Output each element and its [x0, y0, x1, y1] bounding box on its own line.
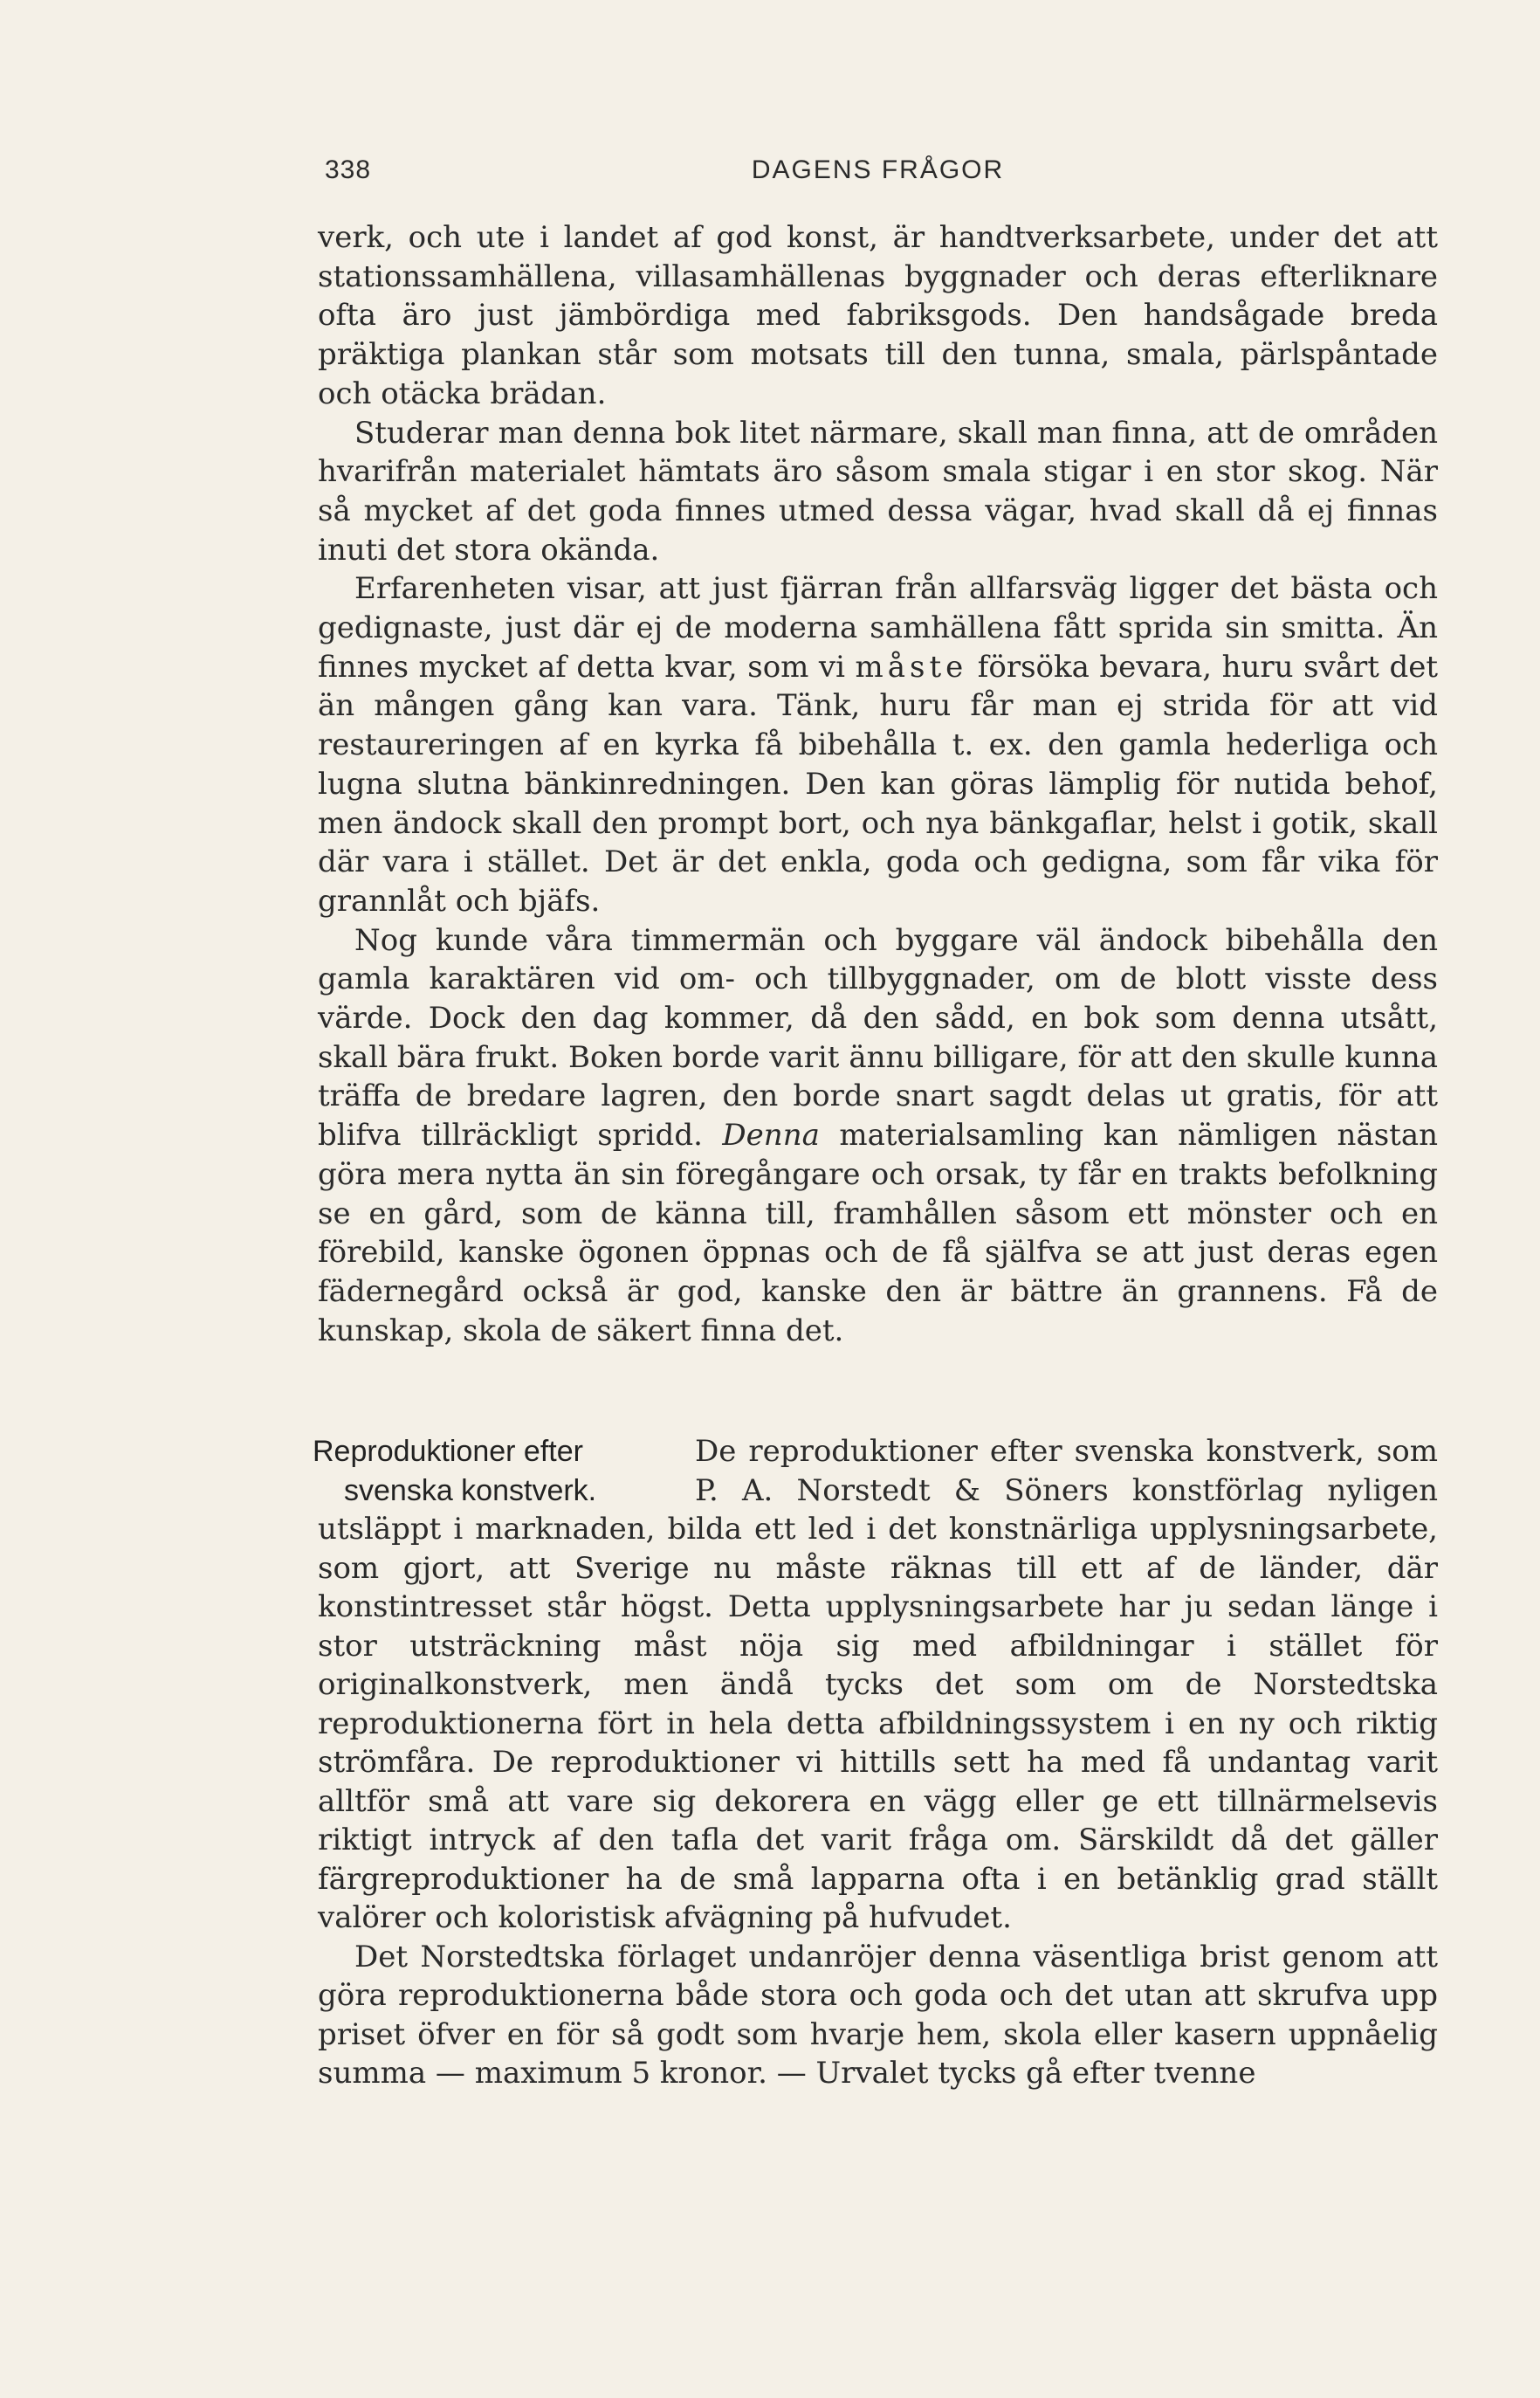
paragraph: Studerar man denna bok litet närmare, skall man finna, att de områden hvarifrån materialet hämtats äro såsom smala stigar i en stor skog. När så mycket af det goda finnes utmed dessa vägar, hvad skall då ej finnas inuti det stora okända. [318, 415, 1438, 568]
paragraph: verk, och ute i landet af god konst, är handtverksarbete, under det att stationssamhällena, villasamhällenas byggnader och deras efterliknare ofta äro just jämbördiga med fabriksgods. Den handsågade breda präktiga plankan står som motsats till den tunna, smala, pärlspåntade och otäcka brädan. [318, 220, 1438, 411]
spaced-emphasis: måste [855, 649, 968, 685]
section-heading-line: svenska konstverk. [344, 1473, 597, 1507]
body-text [318, 218, 1438, 1350]
text-run: materialsamling kan nämligen nästan göra mera nytta än sin föregångare och orsak, ty får en trakts befolkning se en gård, som de känna till, framhållen såsom ett mönster och en förebild, kanske ögonen öppnas och de få själfva se att just deras egen fädernegård också är god, kanske den är bättre än grannens. Få de kunskap, skola de säkert finna det. [318, 1118, 1439, 1348]
running-head-title: DAGENS FRÅGOR [751, 155, 1005, 184]
paragraph: De reproduktioner efter svenska konstverk, som P. A. Norstedt & Söners konstförlag nyligen utsläppt i marknaden, bilda ett led i det konstnärliga upplysningsarbete, som gjort, att Sverige nu måste räknas till ett af de länder, där konstintresset står högst. Detta upplysningsarbete har ju sedan länge i stor utsträckning måst nöja sig med afbildningar i stället för originalkonstverk, men ändå tycks det som om de Norstedtska reproduktionerna fört in hela detta afbildningssystem i en ny och riktig strömfåra. De reproduktioner vi hittills sett ha med få undantag varit alltför små att vare sig dekorera en vägg eller ge ett tillnärmelsevis riktigt intryck af den tafla det varit fråga om. Särskildt då det gäller färgreproduktioner ha de små lapparna ofta i en betänklig grad ställt valörer och koloristisk afvägning på hufvudet. [318, 1434, 1438, 1935]
paragraph: Det Norstedtska förlaget undanröjer denna väsentliga brist genom att göra reproduktionerna både stora och goda och det utan att skrufva upp priset öfver en för så godt som hvarje hem, skola eller kasern uppnåelig summa — maximum 5 kronor. — Urvalet tycks gå efter tvenne [318, 1939, 1438, 2091]
section-reproduktioner [313, 1432, 1438, 2093]
running-head [318, 155, 1438, 199]
section-heading-line: Reproduktioner efter [313, 1435, 583, 1468]
page-number: 338 [325, 155, 372, 184]
section-heading [313, 1432, 683, 1510]
text-run: Nog kunde våra timmermän och byggare väl ändock bibehålla den gamla karaktären vid om- och tillbyggnader, om de blott visste dess värde. Dock den dag kommer, då den sådd, en bok som denna utsått, skall bära frukt. Boken borde varit ännu billigare, för att den skulle kunna träffa de bredare lagren, den borde snart sagdt delas ut gratis, för att blifva tillräckligt spridd. [318, 922, 1438, 1154]
text-run: Erfarenheten visar, att just fjärran från allfarsväg ligger det bästa och gedignaste, just där ej de moderna samhällena fått sprida sin smitta. Än finnes mycket af detta kvar, som vi [318, 571, 1438, 685]
paragraph [318, 921, 1438, 1351]
italic-emphasis: Denna [722, 1118, 820, 1154]
paragraph [318, 569, 1438, 920]
text-run: försöka bevara, huru svårt det än mången gång kan vara. Tänk, huru får man ej strida för att vid restaureringen af en kyrka få bibehålla t. ex. den gamla hederliga och lugna slutna bänkinredningen. Den kan göras lämplig för nutida behof, men ändock skall den prompt bort, och nya bänkgaflar, helst i gotik, skall där vara i stället. Det är det enkla, goda och gedigna, som får vika för grannlåt och bjäfs. [318, 649, 1438, 919]
